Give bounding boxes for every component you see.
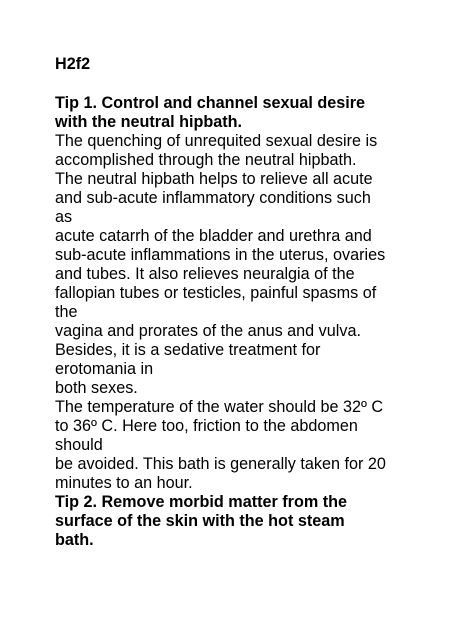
body-line: and tubes. It also relieves neuralgia of the (55, 265, 355, 283)
tip2-heading-line: surface of the skin with the hot steam (55, 512, 345, 530)
body-line: and sub-acute inflammatory conditions such (55, 189, 371, 207)
body-line: The quenching of unrequited sexual desire is (55, 132, 378, 150)
body-line: sub-acute inflammations in the uterus, ovaries (55, 246, 386, 264)
body-line: The temperature of the water should be 32º C (55, 398, 384, 416)
tip2-heading-line: Tip 2. Remove morbid matter from the (55, 493, 348, 511)
body-line: be avoided. This bath is generally taken for 20 (55, 455, 386, 473)
tip1-heading-line: with the neutral hipbath. (55, 113, 243, 131)
body-line: should (55, 436, 103, 454)
body-line: Besides, it is a sedative treatment for (55, 341, 321, 359)
body-line: fallopian tubes or testicles, painful spasms of (55, 284, 377, 302)
body-line: both sexes. (55, 379, 138, 397)
document-code: H2f2 (55, 55, 91, 73)
tip2-heading-line: bath. (55, 531, 94, 549)
body-line: erotomania in (55, 360, 154, 378)
body-line: minutes to an hour. (55, 474, 193, 492)
body-line: vagina and prorates of the anus and vulva. (55, 322, 361, 340)
tip1-heading-line: Tip 1. Control and channel sexual desire (55, 94, 366, 112)
body-line: accomplished through the neutral hipbath. (55, 151, 357, 169)
body-line: acute catarrh of the bladder and urethra and (55, 227, 372, 245)
body-line: as (55, 208, 73, 226)
body-line: the (55, 303, 78, 321)
body-line: The neutral hipbath helps to relieve all acute (55, 170, 373, 188)
body-line: to 36º C. Here too, friction to the abdomen (55, 417, 358, 435)
